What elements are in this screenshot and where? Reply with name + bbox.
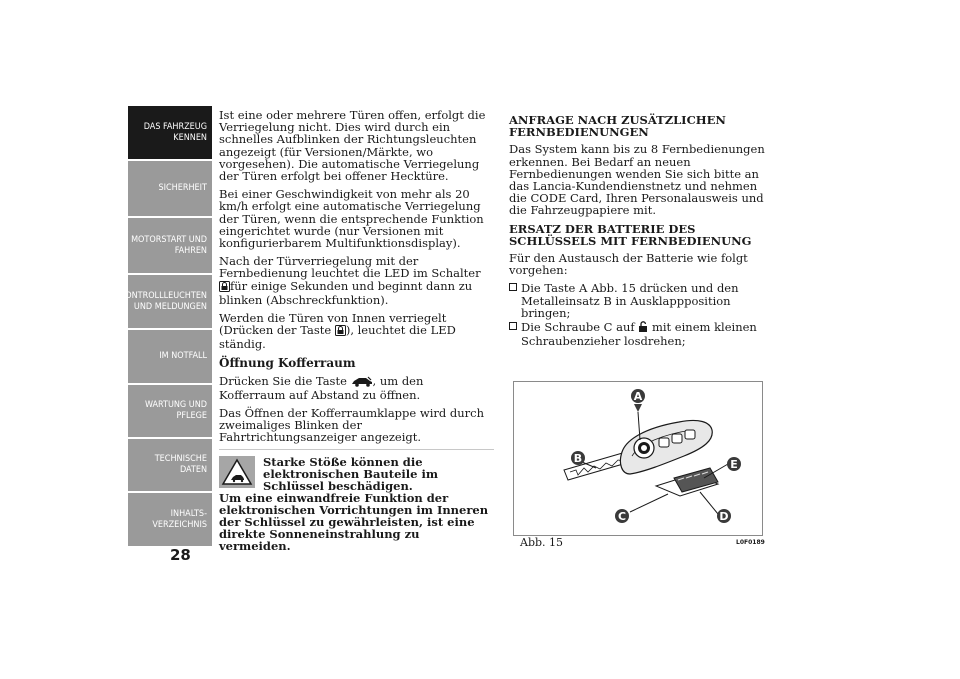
checkbox-bullet-icon bbox=[509, 322, 517, 330]
divider bbox=[219, 449, 494, 450]
callout-a bbox=[631, 389, 645, 403]
svg-text:C: C bbox=[617, 510, 627, 523]
tab-kontrollleuchten[interactable]: KONTROLLLEUCHTEN UND MELDUNGEN bbox=[128, 275, 212, 328]
figure-key-illustration bbox=[513, 381, 763, 536]
battery-cover bbox=[656, 468, 718, 496]
warning-lead: Starke Stöße können die elektronischen Bauteile im Schlüssel beschädigen. bbox=[263, 455, 439, 493]
paragraph: Werden die Türen von Innen verriegelt (Drücken der Taste ), leuchtet die LED ständig. bbox=[219, 311, 456, 352]
page-number: 28 bbox=[170, 546, 191, 564]
figure-caption: Abb. 15 bbox=[520, 536, 564, 549]
warning-triangle-car-icon bbox=[219, 456, 255, 488]
paragraph: Drücken Sie die Taste , um den Kofferraum auf Abstand zu öffnen. bbox=[219, 373, 424, 402]
section-heading: ANFRAGE NACH ZUSÄTZLICHEN FERNBEDIENUNGEN bbox=[509, 113, 726, 140]
paragraph: Nach der Türverriegelung mit der Fernbedienung leuchtet die LED im Schalter für einige Sekunden und beginnt dann zu blinken (Abschreckfunktion). bbox=[219, 254, 481, 307]
right-column bbox=[509, 114, 772, 349]
paragraph: Das System kann bis zu 8 Fernbedienungen erkennen. Bei Bedarf an neuen Fernbedienungen wenden Sie sich bitte an das Lancia-Kundendienstnetz und nehmen die CODE Card, Ihren Personalausweis und die Fahrzeugpapiere mit. bbox=[509, 142, 765, 218]
warning-box bbox=[219, 456, 495, 552]
callout-e bbox=[727, 457, 741, 471]
tab-inhaltsverzeichnis[interactable]: INHALTS- VERZEICHNIS bbox=[128, 493, 212, 546]
key-body bbox=[620, 420, 712, 474]
section-heading: ERSATZ DER BATTERIE DES SCHLÜSSELS MIT FERNBEDIENUNG bbox=[509, 221, 752, 248]
list-item: Die Taste A Abb. 15 drücken und den Metalleinsatz B in Ausklappposition bringen; bbox=[509, 282, 772, 319]
tab-wartung-und-pflege[interactable]: WARTUNG UND PFLEGE bbox=[128, 385, 212, 437]
svg-text:B: B bbox=[573, 452, 583, 465]
warning-rest: Um eine einwandfreie Funktion der elektronischen Vorrichtungen im Inneren der Schlüssel zu gewährleisten, ist eine direkte Sonneneinstrahlung zu vermeiden. bbox=[219, 491, 489, 553]
callout-b bbox=[571, 451, 585, 465]
tab-technische-daten[interactable]: TECHNISCHE DATEN bbox=[128, 439, 212, 491]
paragraph: Für den Austausch der Batterie wie folgt vorgehen: bbox=[509, 251, 748, 278]
instruction-list bbox=[509, 282, 772, 347]
left-column bbox=[219, 109, 487, 450]
paragraph: Das Öffnen der Kofferraumklappe wird durch zweimaliges Blinken der Fahrtrichtungsanzeiger angezeigt. bbox=[219, 406, 485, 445]
padlock-open-icon bbox=[638, 321, 648, 335]
svg-text:E: E bbox=[730, 458, 738, 471]
paragraph: Bei einer Geschwindigkeit von mehr als 20 km/h erfolgt eine automatische Verriegelung der Türen, wenn die entsprechende Funktion eingerichtet wurde (nur Versionen mit konfigurierbarem Multifunktionsdisplay). bbox=[219, 187, 484, 251]
section-heading: Öffnung Kofferraum bbox=[219, 355, 356, 370]
callout-c bbox=[615, 509, 629, 523]
callout-d bbox=[717, 509, 731, 523]
svg-text:D: D bbox=[719, 510, 729, 523]
checkbox-bullet-icon bbox=[509, 283, 517, 291]
list-item: Die Schraube C auf mit einem kleinen Schraubenzieher losdrehen; bbox=[509, 321, 772, 347]
svg-text:A: A bbox=[633, 390, 643, 403]
arrow-down-icon bbox=[634, 404, 642, 412]
tab-motorstart-und-fahren[interactable]: MOTORSTART UND FAHREN bbox=[128, 218, 212, 273]
key-illustration bbox=[514, 382, 762, 535]
figure-code: L0F0189 bbox=[736, 539, 765, 546]
tab-im-notfall[interactable]: IM NOTFALL bbox=[128, 330, 212, 383]
tab-sicherheit[interactable]: SICHERHEIT bbox=[128, 161, 212, 216]
tab-das-fahrzeug-kennen[interactable]: DAS FAHRZEUG KENNEN bbox=[128, 106, 212, 159]
paragraph: Ist eine oder mehrere Türen offen, erfolgt die Verriegelung nicht. Dies wird durch ein schnelles Aufblinken der Richtungsleuchten angezeigt (für Versionen/Märkte, wo vorgesehen). Die automatische Verriegelung der Türen erfolgt bei offener Hecktüre. bbox=[219, 108, 486, 184]
lock-button-icon bbox=[335, 325, 346, 338]
